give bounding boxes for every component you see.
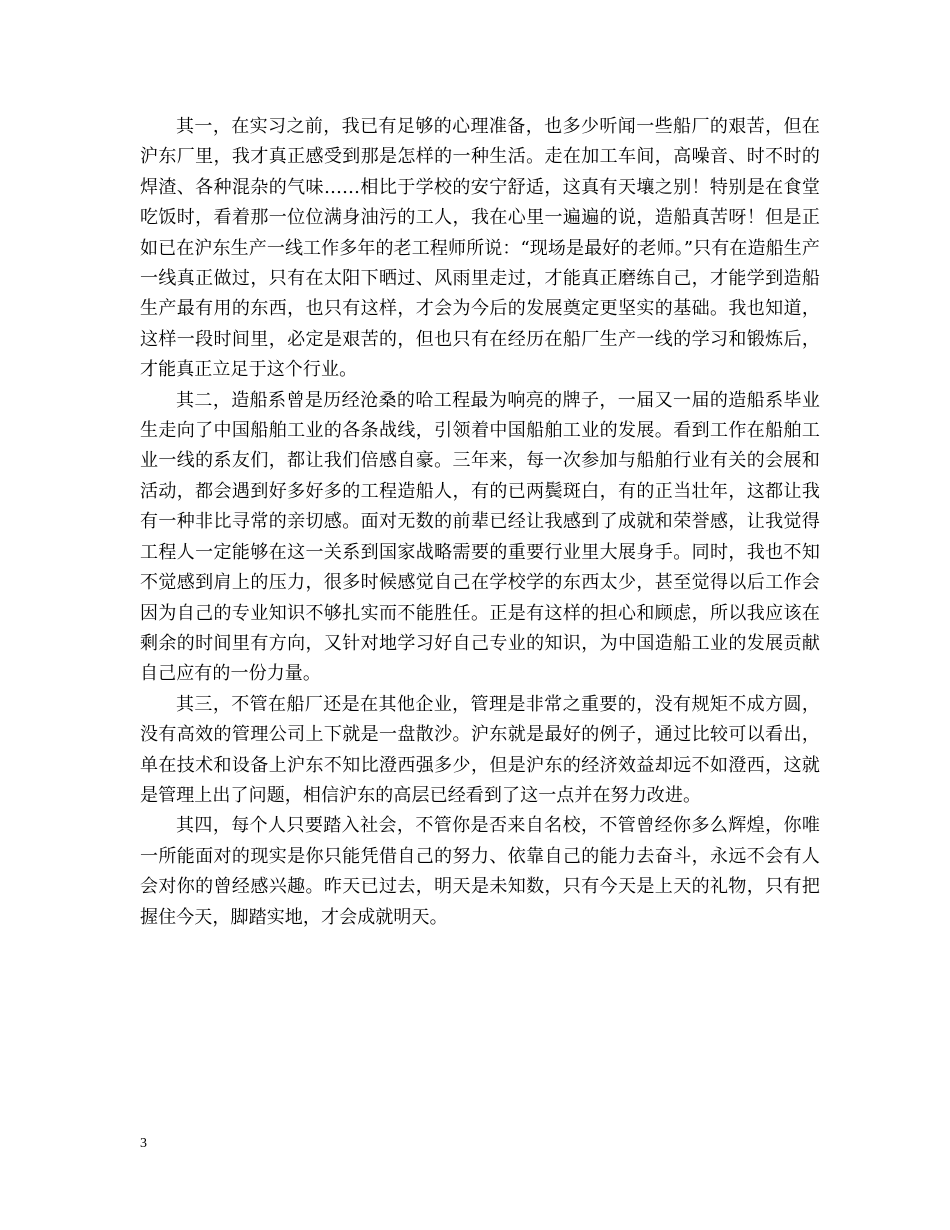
paragraph-4: 其四，每个人只要踏入社会，不管你是否来自名校，不管曾经你多么辉煌，你唯一所能面对的现实是你只能凭借自己的努力、依靠自己的能力去奋斗，永远不会有人会对你的曾经感兴趣。昨天已过去，明天是未知数，只有今天是上天的礼物，只有把握住今天，脚踏实地，才会成就明天。 (140, 815, 820, 928)
paragraph-1: 其一，在实习之前，我已有足够的心理准备，也多少听闻一些船厂的艰苦，但在沪东厂里，我才真正感受到那是怎样的一种生活。走在加工车间，高噪音、时不时的焊渣、各种混杂的气味……相比于学校的安宁舒适，这真有天壤之别！特别是在食堂吃饭时，看着那一位位满身油污的工人，我在心里一遍遍的说，造船真苦呀！但是正如已在沪东生产一线工作多年的老工程师所说：“现场是最好的老师。”只有在造船生产一线真正做过，只有在太阳下晒过、风雨里走过，才能真正磨练自己，才能学到造船生产最有用的东西，也只有这样，才会为今后的发展奠定更坚实的基础。我也知道，这样一段时间里，必定是艰苦的，但也只有在经历在船厂生产一线的学习和锻炼后，才能真正立足于这个行业。 (140, 116, 820, 381)
paragraph-2: 其二，造船系曾是历经沧桑的哈工程最为响亮的牌子，一届又一届的造船系毕业生走向了中国船舶工业的各条战线，引领着中国船舶工业的发展。看到工作在船舶工业一线的系友们，都让我们倍感自豪。三年来，每一次参加与船舶行业有关的会展和活动，都会遇到好多好多的工程造船人，有的已两鬓斑白，有的正当壮年，这都让我有一种非比寻常的亲切感。面对无数的前辈已经让我感到了成就和荣誉感，让我觉得工程人一定能够在这一关系到国家战略需要的重要行业里大展身手。同时，我也不知不觉感到肩上的压力，很多时候感觉自己在学校学的东西太少，甚至觉得以后工作会因为自己的专业知识不够扎实而不能胜任。正是有这样的担心和顾虑，所以我应该在剩余的时间里有方向，又针对地学习好自己专业的知识，为中国造船工业的发展贡献自己应有的一份力量。 (140, 389, 820, 685)
page-number: 3 (140, 1136, 147, 1151)
document-body (140, 112, 820, 933)
paragraph-3: 其三，不管在船厂还是在其他企业，管理是非常之重要的，没有规矩不成方圆，没有高效的管理公司上下就是一盘散沙。沪东就是最好的例子，通过比较可以看出，单在技术和设备上沪东不知比澄西强多少，但是沪东的经济效益却远不如澄西，这就是管理上出了问题，相信沪东的高层已经看到了这一点并在努力改进。 (140, 693, 820, 806)
